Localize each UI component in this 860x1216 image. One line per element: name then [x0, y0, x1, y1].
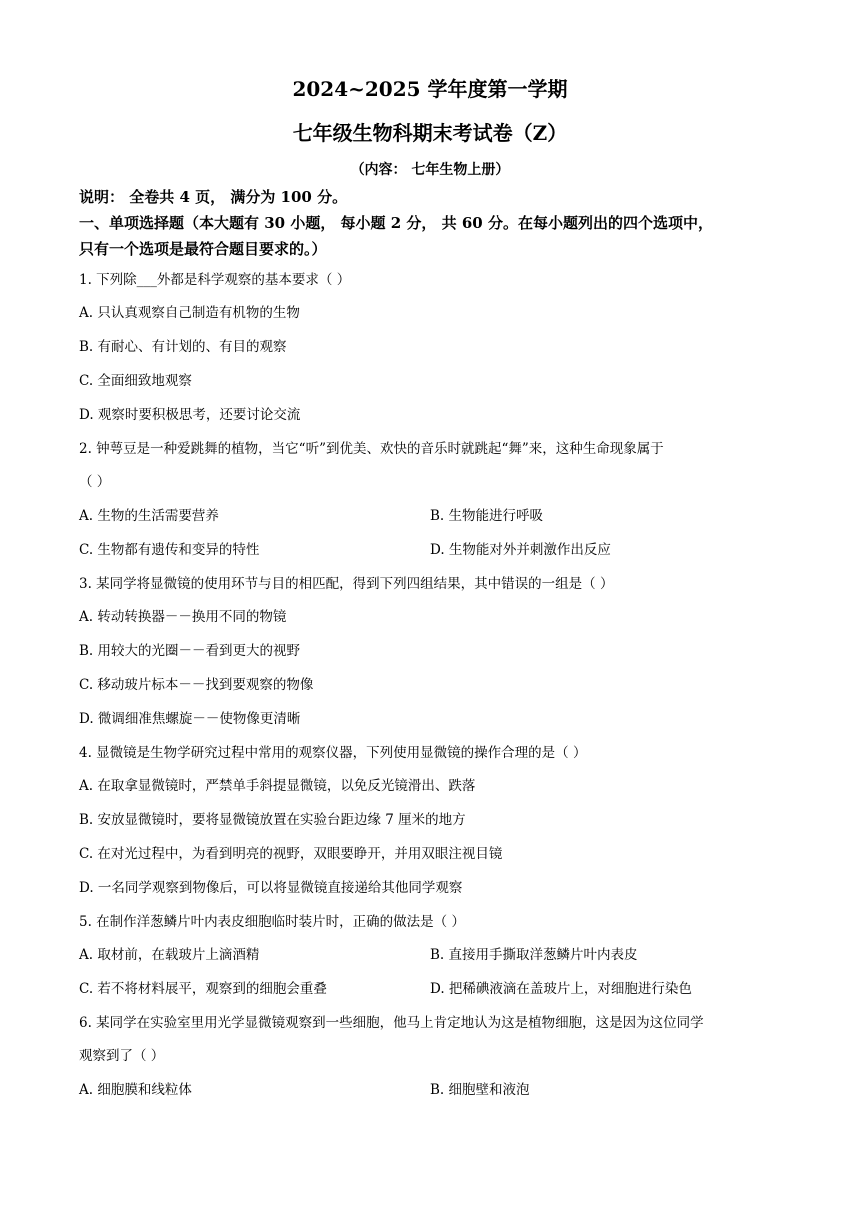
question-4-option-c: C. 在对光过程中，为看到明亮的视野，双眼要睁开，并用双眼注视目镜	[79, 846, 503, 862]
question-1-option-b: B. 有耐心、有计划的、有目的观察	[79, 339, 287, 355]
question-5-stem: 5. 在制作洋葱鳞片叶内表皮细胞临时装片时，正确的做法是（ ）	[79, 914, 465, 930]
question-1-stem: 1. 下列除___外都是科学观察的基本要求（ ）	[79, 272, 351, 288]
exam-term-title: 2024~2025 学年度第一学期	[292, 77, 568, 101]
question-3-option-b: B. 用较大的光圈－－看到更大的视野	[79, 643, 301, 659]
question-4-option-a: A. 在取拿显微镜时，严禁单手斜提显微镜，以免反光镜滑出、跌落	[79, 778, 476, 794]
section-heading-line1: 一、单项选择题（本大题有 30 小题， 每小题 2 分， 共 60 分。在每小题列出的四个选项中，	[79, 214, 713, 232]
question-4-option-d: D. 一名同学观察到物像后，可以将显微镜直接递给其他同学观察	[79, 880, 463, 896]
exam-note: 说明： 全卷共 4 页， 满分为 100 分。	[79, 188, 348, 206]
question-6-option-a: A. 细胞膜和线粒体	[79, 1082, 192, 1098]
question-2-stem: 2. 钟萼豆是一种爱跳舞的植物，当它“听”到优美、欢快的音乐时就跳起“舞”来，这种生命现象属于	[79, 441, 664, 457]
question-4-option-b: B. 安放显微镜时，要将显微镜放置在实验台距边缘 7 厘米的地方	[79, 812, 466, 828]
question-5-option-b: B. 直接用手撕取洋葱鳞片叶内表皮	[430, 947, 638, 963]
question-5-option-a: A. 取材前，在载玻片上滴酒精	[79, 947, 260, 963]
question-2-stem-continued: （ ）	[79, 474, 111, 490]
question-1-option-c: C. 全面细致地观察	[79, 373, 192, 389]
question-3-option-a: A. 转动转换器－－换用不同的物镜	[79, 609, 287, 625]
exam-title: 七年级生物科期末考试卷（Z）	[292, 121, 568, 145]
question-3-option-d: D. 微调细准焦螺旋－－使物像更清晰	[79, 711, 301, 727]
question-6-option-b: B. 细胞壁和液泡	[430, 1082, 530, 1098]
exam-subtitle: （内容： 七年生物上册）	[350, 162, 510, 178]
question-1-option-d: D. 观察时要积极思考，还要讨论交流	[79, 407, 301, 423]
question-3-stem: 3. 某同学将显微镜的使用环节与目的相匹配，得到下列四组结果，其中错误的一组是（ ）	[79, 576, 614, 592]
question-6-stem: 6. 某同学在实验室里用光学显微镜观察到一些细胞，他马上肯定地认为这是植物细胞，这是因为这位同学	[79, 1015, 704, 1031]
question-2-option-b: B. 生物能进行呼吸	[430, 508, 544, 524]
question-4-stem: 4. 显微镜是生物学研究过程中常用的观察仪器，下列使用显微镜的操作合理的是（ ）	[79, 745, 587, 761]
question-2-option-d: D. 生物能对外并刺激作出反应	[430, 542, 611, 558]
question-2-option-a: A. 生物的生活需要营养	[79, 508, 219, 524]
question-3-option-c: C. 移动玻片标本－－找到要观察的物像	[79, 677, 314, 693]
question-6-stem-continued: 观察到了（ ）	[79, 1048, 165, 1064]
question-1-option-a: A. 只认真观察自己制造有机物的生物	[79, 305, 300, 321]
section-heading-line2: 只有一个选项是最符合题目要求的。）	[79, 240, 327, 258]
question-5-option-d: D. 把稀碘液滴在盖玻片上，对细胞进行染色	[430, 981, 692, 997]
question-2-option-c: C. 生物都有遗传和变异的特性	[79, 542, 260, 558]
question-5-option-c: C. 若不将材料展平，观察到的细胞会重叠	[79, 981, 327, 997]
